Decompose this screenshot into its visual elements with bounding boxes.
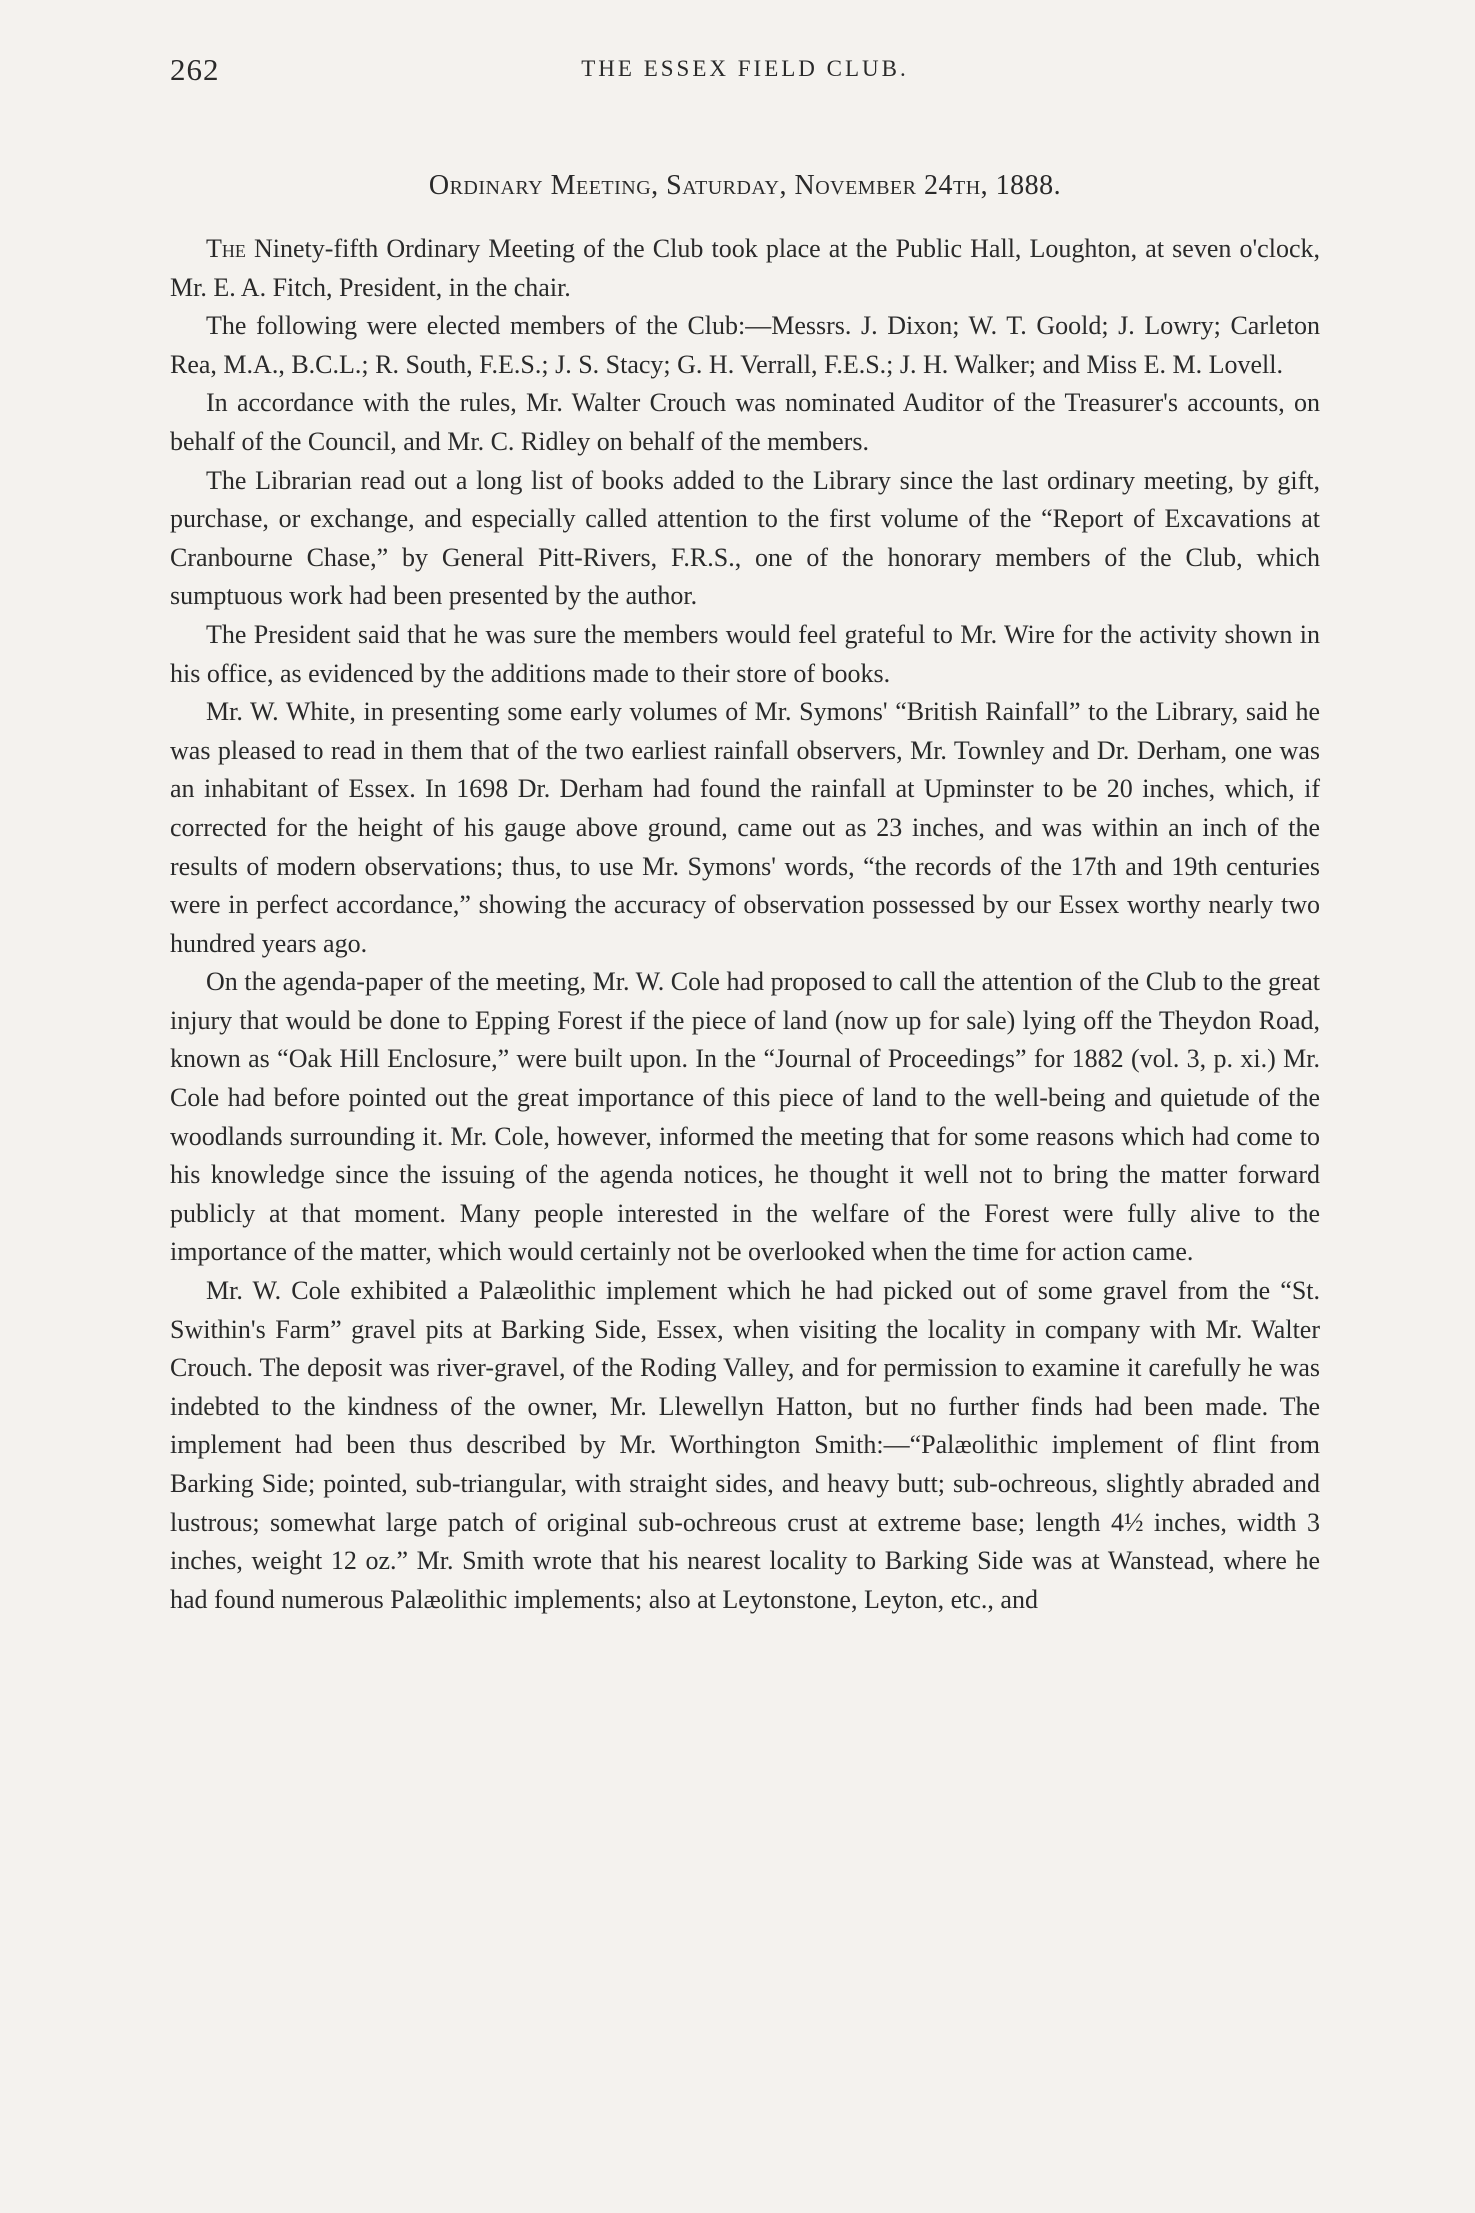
running-title: THE ESSEX FIELD CLUB. (581, 56, 909, 81)
paragraph-lead-word: The (206, 234, 246, 263)
paragraph: On the agenda-paper of the meeting, Mr. W. Cole had proposed to call the attention of the Club to the great injury that would be done to Epping Forest if the piece of land (now up for sale) lying off the Theydon Road, known as “Oak Hill Enclosure,” were built upon. In the “Journal of Proceedings” for 1882 (vol. 3, p. xi.) Mr. Cole had before pointed out the great importance of this piece of land to the well-being and quietude of the woodlands surrounding it. Mr. Cole, however, informed the meeting that for some reasons which had come to his knowledge since the issuing of the agenda notices, he thought it well not to bring the matter forward publicly at that moment. Many people interested in the welfare of the Forest were fully alive to the importance of the matter, which would certainly not be overlooked when the time for action came. (170, 967, 1320, 1267)
paragraph: The President said that he was sure the members would feel grateful to Mr. Wire for the activity shown in his office, as evidenced by the additions made to their store of books. (170, 619, 1320, 688)
paragraph: Mr. W. Cole exhibited a Palæolithic implement which he had picked out of some gravel from the “St. Swithin's Farm” gravel pits at Barking Side, Essex, when visiting the locality in company with Mr. Walter Crouch. The deposit was river-gravel, of the Roding Valley, and for permission to examine it carefully he was indebted to the kindness of the owner, Mr. Llewellyn Hatton, but no further finds had been made. The implement had been thus described by Mr. Worthington Smith:—“Palæolithic implement of flint from Barking Side; pointed, sub-triangular, with straight sides, and heavy butt; sub-ochreous, slightly abraded and lustrous; somewhat large patch of original sub-ochreous crust at extreme base; length 4½ inches, width 3 inches, weight 12 oz.” Mr. Smith wrote that his nearest locality to Barking Side was at Wanstead, where he had found numerous Palæolithic implements; also at Leytonstone, Leyton, etc., and (170, 1276, 1320, 1614)
page-number: 262 (170, 52, 220, 87)
paragraph (170, 230, 1320, 307)
paragraph: The Librarian read out a long list of books added to the Library since the last ordinary meeting, by gift, purchase, or exchange, and especially called attention to the first volume of the “Report of Excavations at Cranbourne Chase,” by General Pitt-Rivers, F.R.S., one of the honorary members of the Club, which sumptuous work had been presented by the author. (170, 465, 1320, 611)
paragraph: The following were elected members of the Club:—Messrs. J. Dixon; W. T. Goold; J. Lowry; Carleton Rea, M.A., B.C.L.; R. South, F.E.S.; J. S. Stacy; G. H. Verrall, F.E.S.; J. H. Walker; and Miss E. M. Lovell. (170, 311, 1320, 379)
running-head (170, 52, 1320, 92)
paragraph-text: Ninety-fifth Ordinary Meeting of the Club took place at the Public Hall, Loughton, at seven o'clock, Mr. E. A. Fitch, President, in the chair. (170, 234, 1320, 302)
meeting-heading: Ordinary Meeting, Saturday, November 24th, 1888. (428, 170, 1062, 201)
paragraph: In accordance with the rules, Mr. Walter Crouch was nominated Auditor of the Treasurer's accounts, on behalf of the Council, and Mr. C. Ridley on behalf of the members. (170, 388, 1320, 456)
body-text (170, 230, 1320, 1619)
paragraph: Mr. W. White, in presenting some early volumes of Mr. Symons' “British Rainfall” to the Library, said he was pleased to read in them that of the two earliest rainfall observers, Mr. Townley and Dr. Derham, one was an inhabitant of Essex. In 1698 Dr. Derham had found the rainfall at Upminster to be 20 inches, which, if corrected for the height of his gauge above ground, came out as 23 inches, and was within an inch of the results of modern observations; thus, to use Mr. Symons' words, “the records of the 17th and 19th centuries were in perfect accordance,” showing the accuracy of observation possessed by our Essex worthy nearly two hundred years ago. (170, 697, 1320, 958)
